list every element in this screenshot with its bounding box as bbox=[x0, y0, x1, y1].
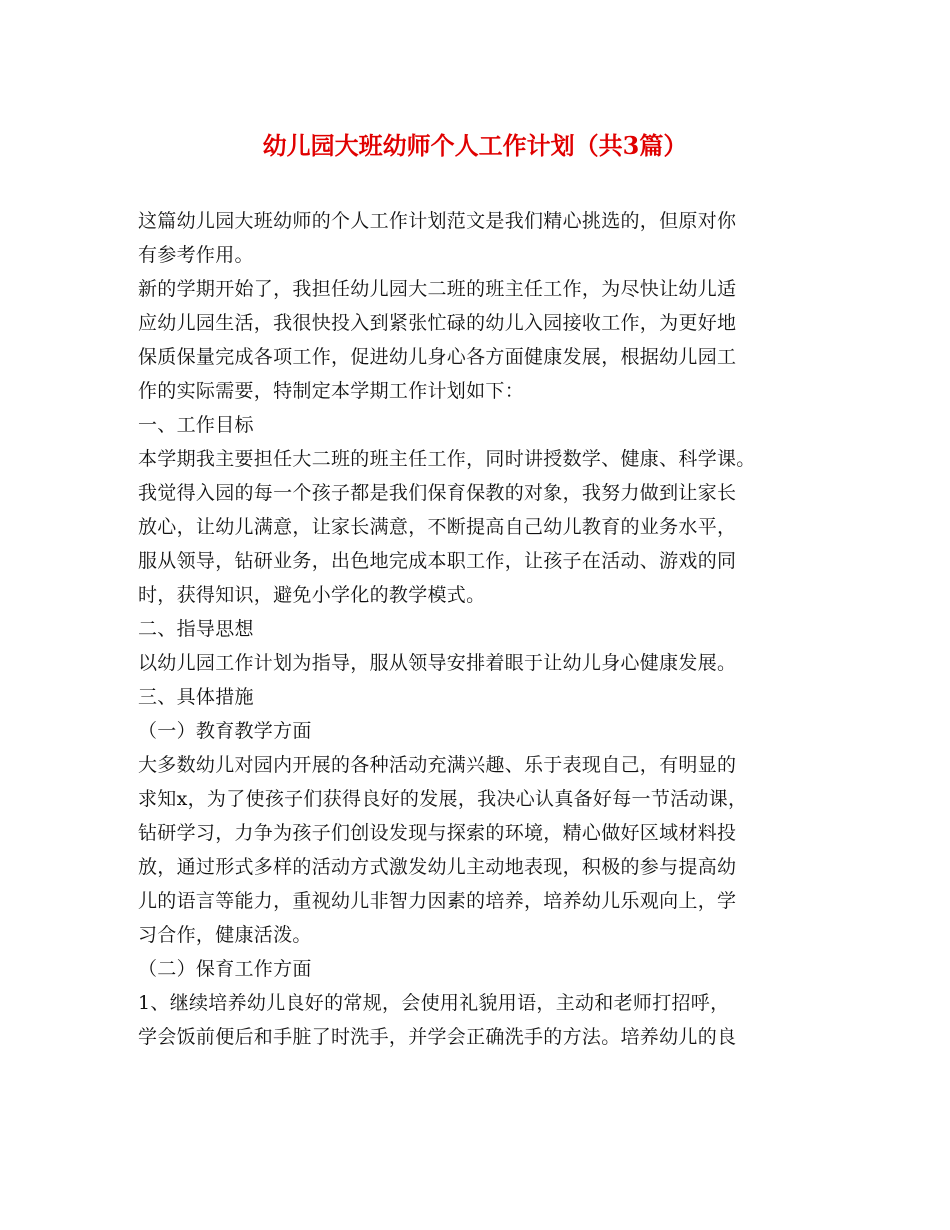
body-line: 本学期我主要担任大二班的班主任工作，同时讲授数学、健康、科学课。 bbox=[138, 448, 756, 470]
body-line: 一、工作目标 bbox=[138, 414, 254, 436]
body-line: 学会饭前便后和手脏了时洗手，并学会正确洗手的方法。培养幼儿的良 bbox=[138, 1026, 737, 1048]
body-line: 儿的语言等能力，重视幼儿非智力因素的培养，培养幼儿乐观向上，学 bbox=[138, 890, 737, 912]
body-line: 这篇幼儿园大班幼师的个人工作计划范文是我们精心挑选的，但原对你 bbox=[138, 210, 737, 232]
body-line: 三、具体措施 bbox=[138, 686, 254, 708]
body-line: 放心，让幼儿满意，让家长满意，不断提高自己幼儿教育的业务水平， bbox=[138, 516, 737, 538]
body-line: 钻研学习，力争为孩子们创设发现与探索的环境，精心做好区域材料投 bbox=[138, 822, 737, 844]
body-line: 以幼儿园工作计划为指导，服从领导安排着眼于让幼儿身心健康发展。 bbox=[138, 652, 737, 674]
body-line: 求知x，为了使孩子们获得良好的发展，我决心认真备好每一节活动课， bbox=[138, 788, 748, 810]
body-line: 二、指导思想 bbox=[138, 618, 254, 640]
document-title: 幼儿园大班幼师个人工作计划（共3篇） bbox=[262, 131, 688, 160]
body-line: 我觉得入园的每一个孩子都是我们保育保教的对象，我努力做到让家长 bbox=[138, 482, 737, 504]
body-line: 1、继续培养幼儿良好的常规，会使用礼貌用语，主动和老师打招呼， bbox=[138, 992, 730, 1014]
body-line: 新的学期开始了，我担任幼儿园大二班的班主任工作，为尽快让幼儿适 bbox=[138, 278, 737, 300]
body-line: 放，通过形式多样的活动方式激发幼儿主动地表现，积极的参与提高幼 bbox=[138, 856, 737, 878]
body-line: 服从领导，钻研业务，出色地完成本职工作，让孩子在活动、游戏的同 bbox=[138, 550, 737, 572]
document-body bbox=[138, 204, 828, 1054]
body-line: 有参考作用。 bbox=[138, 244, 254, 266]
body-line: 作的实际需要，特制定本学期工作计划如下： bbox=[138, 380, 525, 402]
body-line: （一）教育教学方面 bbox=[138, 720, 312, 742]
body-line: 应幼儿园生活，我很快投入到紧张忙碌的幼儿入园接收工作，为更好地 bbox=[138, 312, 737, 334]
body-line: （二）保育工作方面 bbox=[138, 958, 312, 980]
body-line: 习合作，健康活泼。 bbox=[138, 924, 312, 946]
body-line: 保质保量完成各项工作，促进幼儿身心各方面健康发展，根据幼儿园工 bbox=[138, 346, 737, 368]
body-line: 时，获得知识，避免小学化的教学模式。 bbox=[138, 584, 486, 606]
body-line: 大多数幼儿对园内开展的各种活动充满兴趣、乐于表现自己，有明显的 bbox=[138, 754, 737, 776]
